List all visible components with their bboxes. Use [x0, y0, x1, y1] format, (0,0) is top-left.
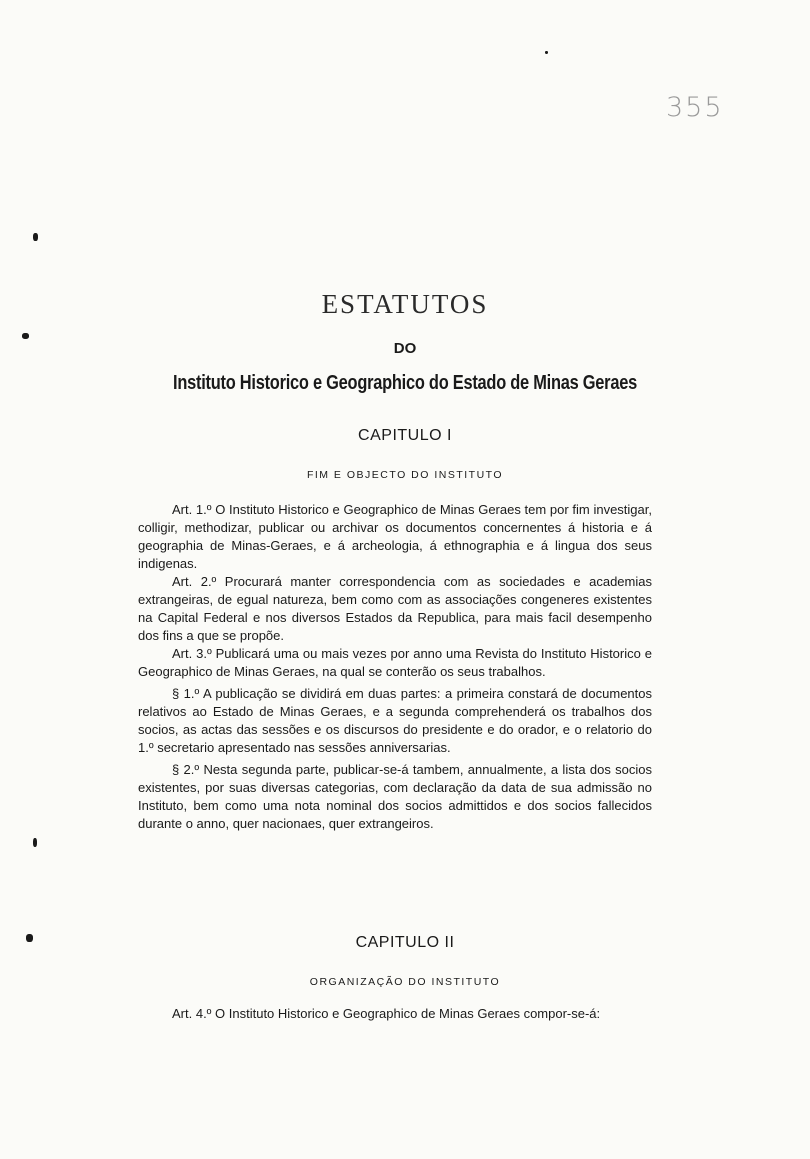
chapter-1-subheading: FIM E OBJECTO DO INSTITUTO [306, 469, 504, 481]
chapter-2-subheading: ORGANIZAÇÃO DO INSTITUTO [309, 976, 501, 988]
article-4: Art. 4.º O Instituto Historico e Geographico de Minas Geraes compor-se-á: [172, 1006, 601, 1021]
scan-speck [33, 838, 37, 847]
document-title: ESTATUTOS [321, 289, 489, 319]
article-1: Art. 1.º O Instituto Historico e Geographico de Minas Geraes tem por fim investigar, colligir, methodizar, publicar ou archivar os documentos concernentes á historia e á geographia de Minas-Geraes, e á archeologia, á ethnographia e á lingua dos seus indigenas. [138, 502, 652, 571]
chapter-2-body [138, 1005, 652, 1023]
chapter-1-heading: CAPITULO I [358, 427, 452, 444]
chapter-1-body [138, 501, 652, 833]
chapter-2-heading: CAPITULO II [355, 934, 455, 951]
paragraph-2: § 2.º Nesta segunda parte, publicar-se-á tambem, annualmente, a lista dos socios existentes, por suas diversas categorias, com declaração da data de sua admissão no Instituto, bem como uma nota nominal dos socios admittidos e dos socios fallecidos durante o anno, quer nacionaes, quer extrangeiros. [138, 762, 652, 831]
article-2: Art. 2.º Procurará manter correspondencia com as sociedades e academias extrangeiras, de egual natureza, bem como com as associações congeneres existentes na Capital Federal e nos diversos Estados da Republica, para mais facil desempenho dos fins a que se propõe. [138, 574, 652, 643]
institute-name: Instituto Historico e Geographico do Estado de Minas Geraes [173, 372, 637, 394]
scan-speck [545, 51, 548, 54]
title-connector: DO [393, 340, 417, 357]
page-number: 355 [666, 92, 724, 123]
article-3: Art. 3.º Publicará uma ou mais vezes por anno uma Revista do Instituto Historico e Geographico de Minas Geraes, na qual se conterão os seus trabalhos. [138, 646, 652, 679]
scan-speck [22, 333, 29, 339]
scan-speck [33, 233, 38, 241]
paragraph-1: § 1.º A publicação se dividirá em duas partes: a primeira constará de documentos relativos ao Estado de Minas Geraes, e a segunda comprehenderá os trabalhos dos socios, as actas das sessões e os discursos do presidente e do orador, e o relatorio do 1.º secretario apresentado nas sessões anniversarias. [138, 686, 652, 755]
